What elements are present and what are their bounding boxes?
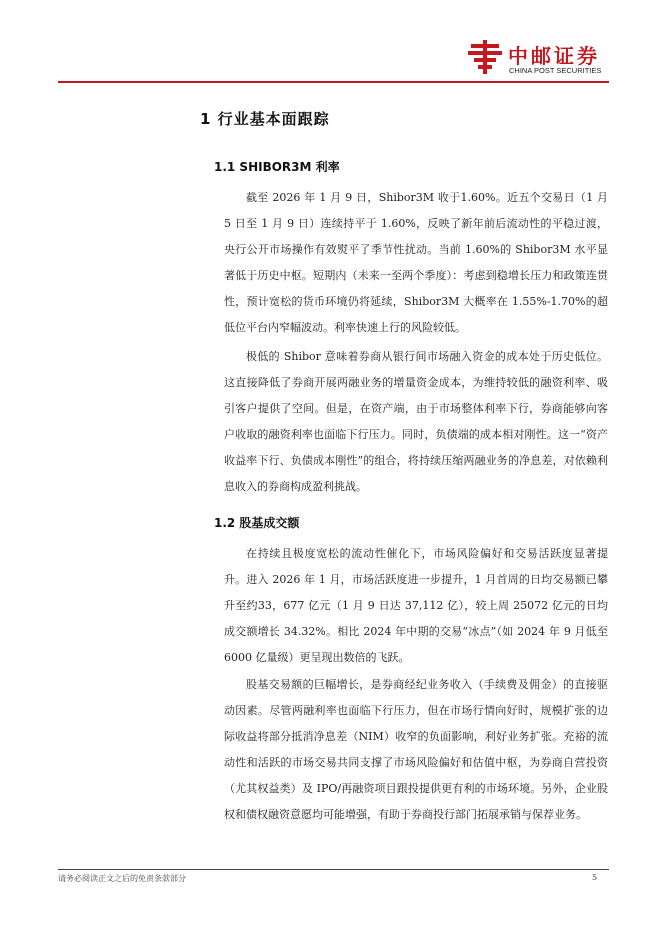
subsection-title-shibor: 1.1 SHIBOR3M 利率 bbox=[214, 160, 340, 174]
footer-divider bbox=[58, 869, 609, 870]
paragraph: 股基交易额的巨幅增长，是券商经纪业务收入（手续费及佣金）的直接驱动因素。尽管两融利率也面临下行压力，但在市场行情向好时，规模扩张的边际收益将部分抵消净息差（NIM）收窄的负面影响，利好业务扩张。充裕的流动性和活跃的市场交易共同支撑了市场风险偏好和估值中枢，为券商自营投资（尤其权益类）及 IPO/再融资项目跟投提供更有利的市场环境。另外，企业股权和债权融资意愿均可能增强，有助于券商投行部门拓展承销与保荐业务。 bbox=[224, 678, 608, 822]
logo-english-name: CHINA POST SECURITIES bbox=[509, 66, 602, 75]
paragraph: 在持续且极度宽松的流动性催化下，市场风险偏好和交易活跃度显著提升。进入 2026 年 1 月，市场活跃度进一步提升，1 月首周的日均交易额已攀升至约33，677 亿元（1 月 9 日达 37,112 亿），较上周 25072 亿元的日均成交额增长 34.32%。相比 2024 年中期的交易“冰点”（如 2024 年 9 月低至 6000 亿量级）更呈现出数倍的飞跃。 bbox=[224, 547, 608, 665]
paragraph: 截至 2026 年 1 月 9 日，Shibor3M 收于1.60%。近五个交易日（1 月 5 日至 1 月 9 日）连续持平于 1.60%，反映了新年前后流动性的平稳过渡，央行公开市场操作有效熨平了季节性扰动。当前 1.60%的 Shibor3M 水平显著低于历史中枢。短期内（未来一至两个季度）：考虑到稳增长压力和政策连贯性，预计宽松的货币环境仍将延续，Shibor3M 大概率在 1.55%-1.70%的超低位平台内窄幅波动。利率快速上行的风险较低。 bbox=[224, 191, 608, 335]
china-post-logo-icon bbox=[468, 40, 502, 74]
header-divider bbox=[58, 81, 609, 83]
logo-chinese-name: 中邮证券 bbox=[508, 44, 600, 68]
section-title: 1 行业基本面跟踪 bbox=[200, 110, 330, 128]
subsection-title-turnover: 1.2 股基成交额 bbox=[214, 516, 300, 530]
page-number: 5 bbox=[592, 873, 598, 882]
paragraph: 极低的 Shibor 意味着券商从银行间市场融入资金的成本处于历史低位。这直接降低了券商开展两融业务的增量资金成本，为维持较低的融资利率、吸引客户提供了空间。但是，在资产端，由于市场整体利率下行，券商能够向客户收取的融资利率也面临下行压力。同时，负债端的成本相对刚性。这一“资产收益率下行、负债成本刚性”的组合，将持续压缩两融业务的净息差，对依赖利息收入的券商构成盈利挑战。 bbox=[224, 350, 608, 494]
footer-disclaimer: 请务必阅读正文之后的免责条款部分 bbox=[58, 874, 186, 883]
company-logo bbox=[468, 40, 618, 82]
